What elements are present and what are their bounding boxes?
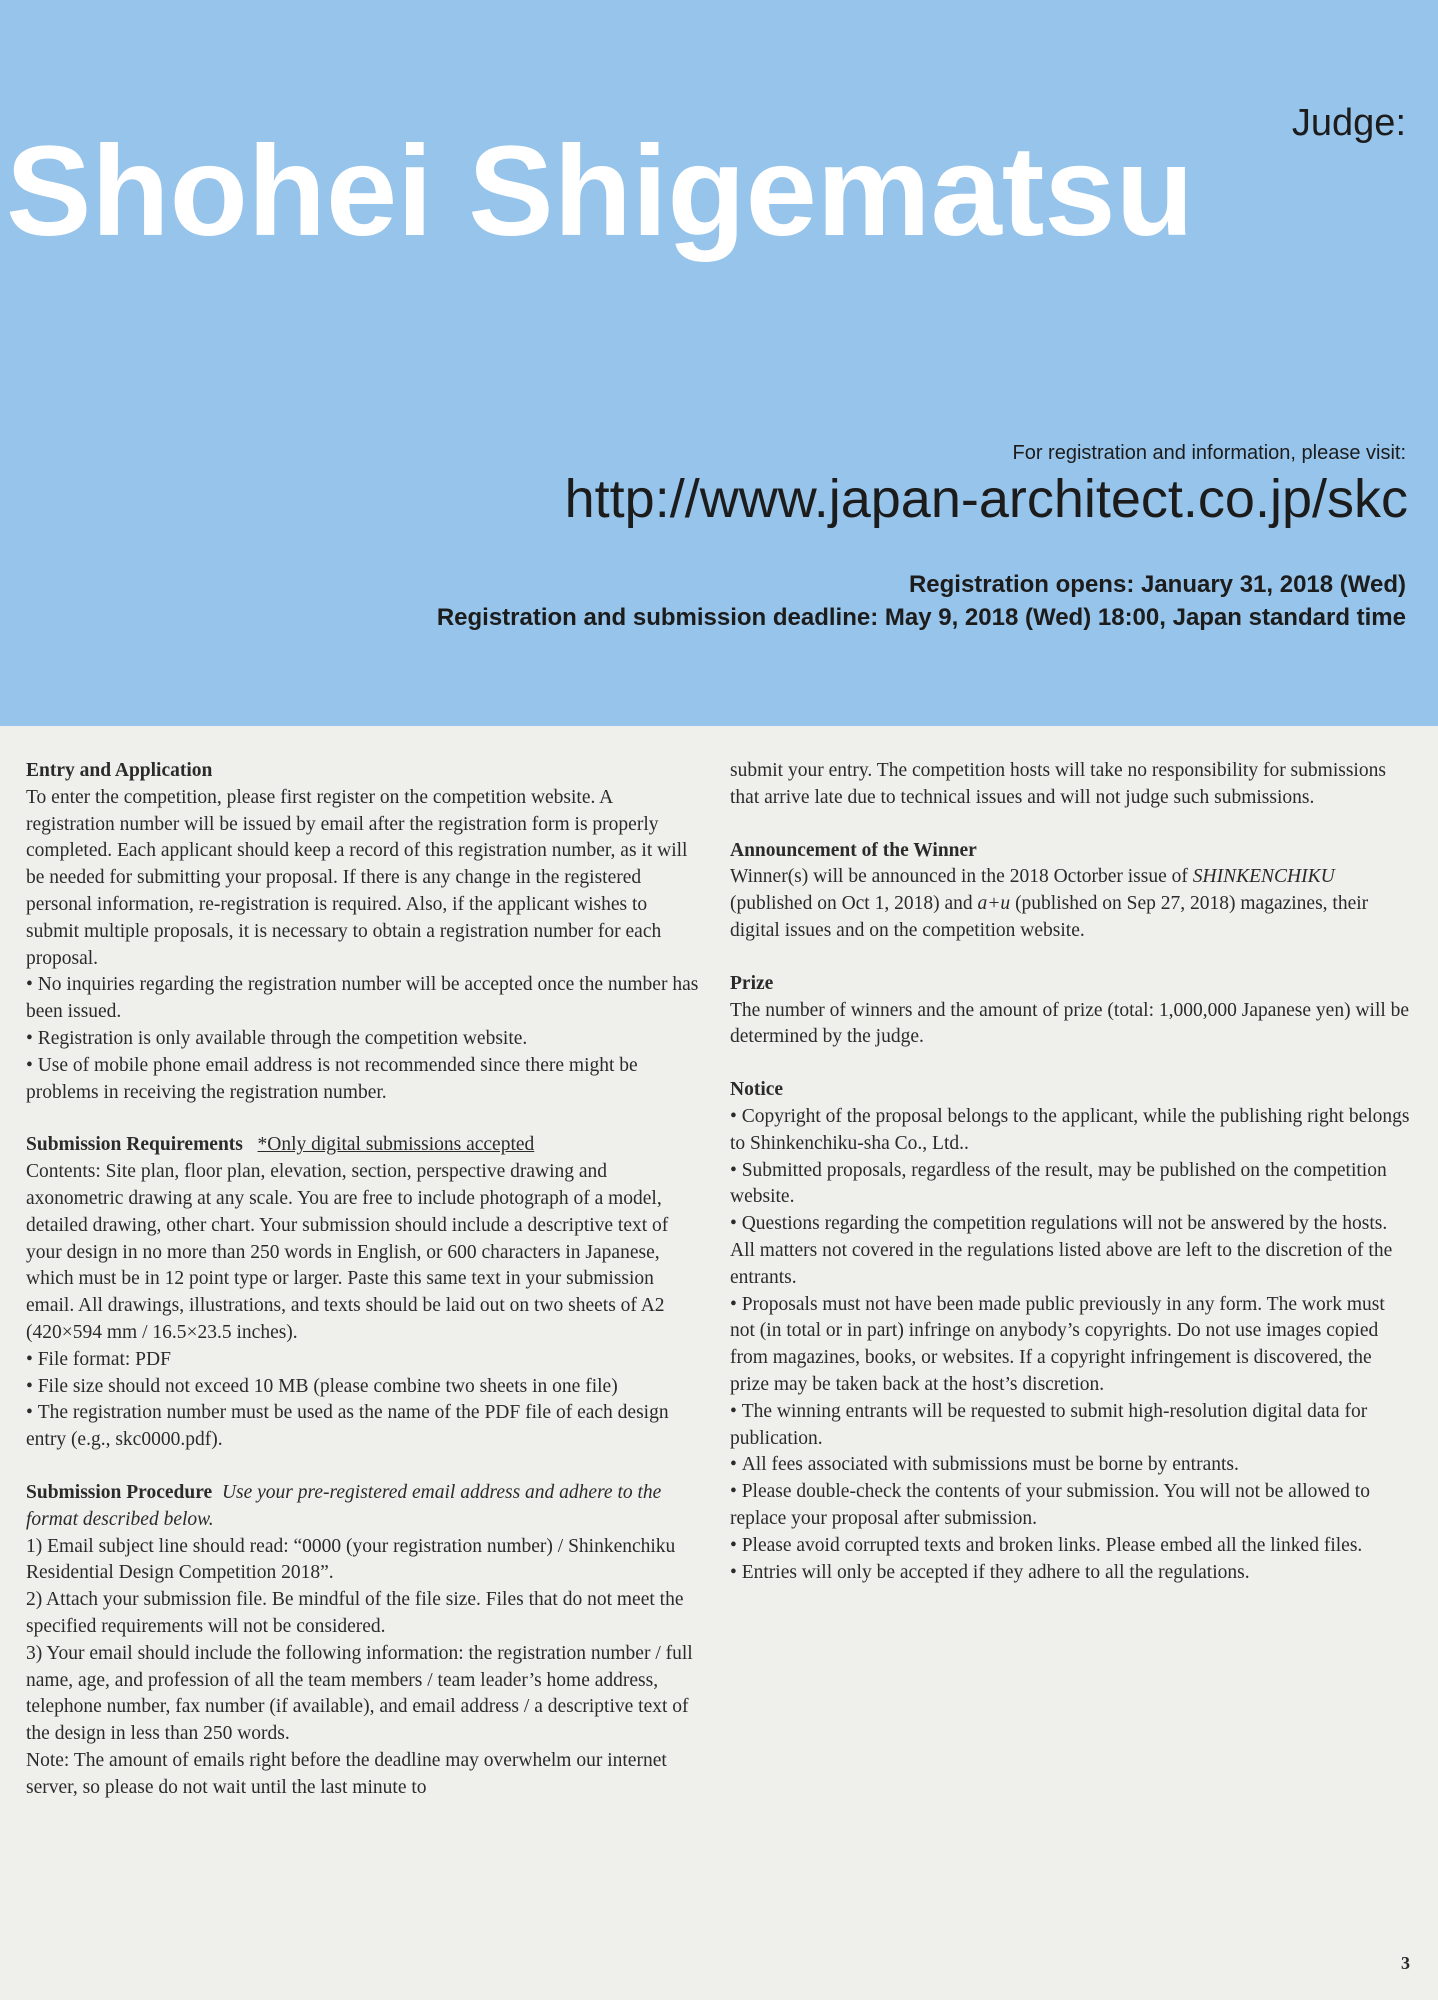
registration-opens: Registration opens: January 31, 2018 (Wed) bbox=[908, 571, 1406, 598]
procedure-section bbox=[26, 1480, 702, 1802]
key-dates bbox=[437, 568, 1406, 634]
requirements-bullet: • The registration number must be used as the name of the PDF file of each design entry (e.g., skc0000.pdf). bbox=[26, 1400, 702, 1454]
prize-section bbox=[730, 971, 1410, 1051]
procedure-step: 3) Your email should include the following information: the registration number / full name, age, and profession of all the team members / team leader’s home address, telephone number, fax number (if available), and email address / a descriptive text of the design in less than 250 words. bbox=[26, 1642, 693, 1745]
requirements-section bbox=[26, 1132, 702, 1454]
requirements-heading: Submission Requirements bbox=[26, 1134, 243, 1156]
notice-bullet: • Proposals must not have been made public previously in any form. The work must not (in total or in part) infringe on anybody’s copyrights. Do not use images copied from magazines, books, or websites. If a copyright infringement is discovered, the prize may be taken back at the host’s discretion. bbox=[730, 1292, 1410, 1399]
page-number: 3 bbox=[1401, 1953, 1410, 1973]
winner-text: (published on Oct 1, 2018) and bbox=[730, 893, 978, 915]
notice-bullet: • The winning entrants will be requested to submit high-resolution digital data for publication. bbox=[730, 1399, 1410, 1453]
entry-body: To enter the competition, please first register on the competition website. A registration number will be issued by email after the registration form is properly completed. Each applicant should keep a record of this registration number, as it will be needed for submitting your proposal. If there is any change in the registered personal information, re-registration is required. Also, if the applicant wishes to submit multiple proposals, it is necessary to obtain a registration number for each proposal. bbox=[26, 786, 688, 969]
submission-deadline: Registration and submission deadline: May 9, 2018 (Wed) 18:00, Japan standard time bbox=[436, 604, 1406, 631]
winner-body bbox=[730, 864, 1410, 944]
winner-section bbox=[730, 838, 1410, 945]
procedure-aside: Use your pre-registered email address and adhere to the format described below. bbox=[26, 1481, 662, 1530]
visit-text: For registration and information, please visit: bbox=[1012, 442, 1406, 464]
notice-bullet: • Please avoid corrupted texts and broken links. Please embed all the linked files. bbox=[730, 1533, 1410, 1560]
right-column bbox=[730, 758, 1410, 1612]
winner-heading: Announcement of the Winner bbox=[730, 839, 977, 861]
notice-heading: Notice bbox=[730, 1079, 784, 1101]
magazine-au: a+u bbox=[977, 893, 1011, 915]
notice-bullet: • All fees associated with submissions must be borne by entrants. bbox=[730, 1452, 1410, 1479]
left-column bbox=[26, 758, 702, 1827]
notice-bullet: • Entries will only be accepted if they adhere to all the regulations. bbox=[730, 1560, 1410, 1587]
digital-only-note: *Only digital submissions accepted bbox=[257, 1134, 535, 1156]
winner-text: Winner(s) will be announced in the 2018 Octorber issue of bbox=[730, 866, 1193, 888]
requirements-heading-row bbox=[26, 1132, 702, 1159]
entry-bullet: • Registration is only available through the competition website. bbox=[26, 1026, 702, 1053]
requirements-body: Contents: Site plan, floor plan, elevation, section, perspective drawing and axonometric drawing at any scale. You are free to include photograph of a model, detailed drawing, other chart. Your submission should include a descriptive text of your design in no more than 250 words in English, or 600 characters in Japanese, which must be in 12 point type or larger. Paste this same text in your submission email. All drawings, illustrations, and texts should be laid out on two sheets of A2 (420×594 mm / 16.5×23.5 inches). bbox=[26, 1161, 669, 1343]
notice-bullet: • Copyright of the proposal belongs to the applicant, while the publishing right belongs to Shinkenchiku-sha Co., Ltd.. bbox=[730, 1104, 1410, 1158]
entry-bullet: • No inquiries regarding the registration number will be accepted once the number has been issued. bbox=[26, 972, 702, 1026]
notice-bullet: • Questions regarding the competition regulations will not be answered by the hosts. All matters not covered in the regulations listed above are left to the discretion of the entrants. bbox=[730, 1211, 1410, 1291]
hero-banner bbox=[0, 0, 1438, 726]
entry-bullet: • Use of mobile phone email address is not recommended since there might be problems in receiving the registration number. bbox=[26, 1053, 702, 1107]
notice-bullet: • Please double-check the contents of your submission. You will not be allowed to replace your proposal after submission. bbox=[730, 1479, 1410, 1533]
notice-bullet: • Submitted proposals, regardless of the result, may be published on the competition website. bbox=[730, 1158, 1410, 1212]
procedure-step: 2) Attach your submission file. Be mindful of the file size. Files that do not meet the specified requirements will not be considered. bbox=[26, 1589, 684, 1637]
procedure-heading: Submission Procedure bbox=[26, 1481, 213, 1503]
requirements-bullet: • File size should not exceed 10 MB (please combine two sheets in one file) bbox=[26, 1374, 702, 1401]
entry-heading: Entry and Application bbox=[26, 760, 213, 781]
entry-section bbox=[26, 758, 702, 1106]
prize-body: The number of winners and the amount of prize (total: 1,000,000 Japanese yen) will be determined by the judge. bbox=[730, 999, 1410, 1048]
magazine-shinkenchiku: SHINKENCHIKU bbox=[1192, 866, 1335, 888]
procedure-step: 1) Email subject line should read: “0000 (your registration number) / Shinkenchiku Residential Design Competition 2018”. bbox=[26, 1535, 676, 1584]
procedure-note-continued-section bbox=[730, 758, 1410, 812]
prize-heading: Prize bbox=[730, 972, 774, 994]
judge-label: Judge: bbox=[1291, 102, 1406, 144]
procedure-heading-row bbox=[26, 1480, 702, 1534]
competition-url[interactable]: http://www.japan-architect.co.jp/skc bbox=[564, 469, 1408, 529]
requirements-bullet: • File format: PDF bbox=[26, 1347, 702, 1374]
procedure-note-continued: submit your entry. The competition hosts will take no responsibility for submissions that arrive late due to technical issues and will not judge such submissions. bbox=[730, 760, 1386, 808]
notice-section bbox=[730, 1077, 1410, 1586]
procedure-note: Note: The amount of emails right before the deadline may overwhelm our internet server, so please do not wait until the last minute to bbox=[26, 1749, 667, 1798]
winner-text: (published on Sep 27, 2018) magazines, their digital issues and on the competition website. bbox=[730, 893, 1369, 941]
judge-name: Shohei Shigematsu bbox=[6, 120, 1194, 263]
